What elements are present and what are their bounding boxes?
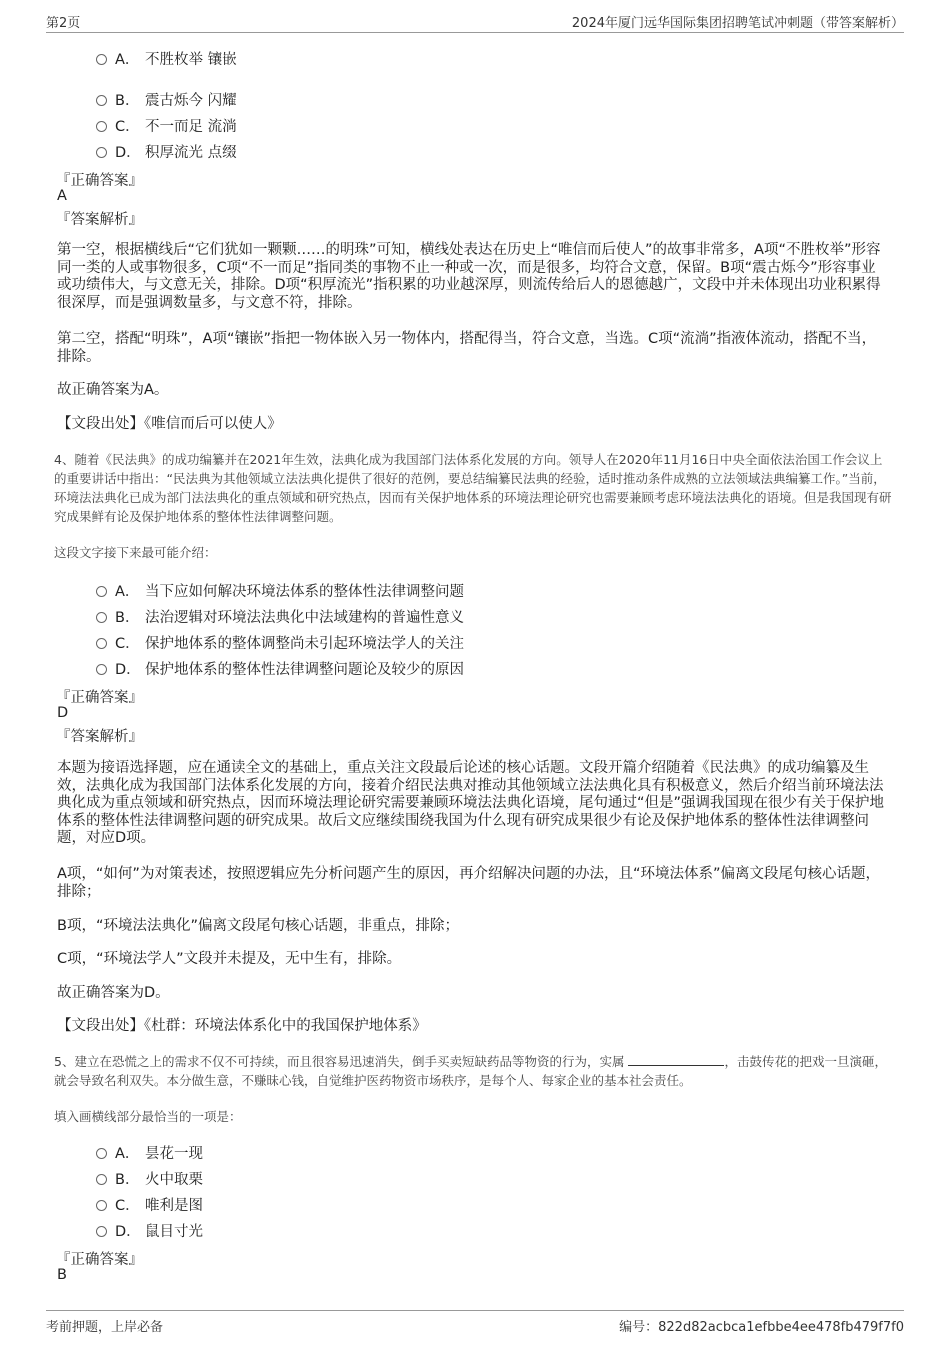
radio-icon[interactable]: [96, 54, 107, 65]
correct-answer-label: 『正确答案』: [56, 690, 143, 706]
question-prompt: 这段文字接下来最可能介绍：: [54, 545, 217, 560]
radio-icon[interactable]: [96, 147, 107, 158]
correct-answer-label: 『正确答案』: [56, 173, 143, 189]
page-footer: [46, 1310, 904, 1335]
radio-icon[interactable]: [96, 586, 107, 597]
q3-option-d[interactable]: D． 积厚流光 点缀: [96, 141, 237, 161]
radio-icon[interactable]: [96, 1200, 107, 1211]
radio-icon[interactable]: [96, 612, 107, 623]
correct-answer: B: [57, 1267, 67, 1283]
q3-option-b[interactable]: B． 震古烁今 闪耀: [96, 89, 237, 109]
question-stem: 5、建立在恐慌之上的需求不仅不可持续，而且很容易迅速消失，倒手买卖短缺药品等物资的行为，实属 ，击鼓传花的把戏一旦演砸，就会导致名利双失。本分做生意，不赚昧心钱，自觉维护医药物资市场秩序，是每个人、每家企业的基本社会责任。: [54, 1054, 887, 1088]
analysis-conclusion: 故正确答案为A。: [57, 382, 169, 398]
radio-icon[interactable]: [96, 95, 107, 106]
fill-in-blank: [628, 1053, 724, 1066]
analysis-paragraph: 第二空，搭配“明珠”，A项“镶嵌”指把一物体嵌入另一物体内，搭配得当，符合文意，当选。C项“流淌”指液体流动，搭配不当，排除。: [57, 331, 877, 365]
radio-icon[interactable]: [96, 664, 107, 675]
q5-option-d[interactable]: D． 鼠目寸光: [96, 1220, 203, 1240]
q5-option-b[interactable]: B． 火中取栗: [96, 1168, 203, 1188]
page-number: 第2页: [46, 16, 81, 31]
correct-answer-label: 『正确答案』: [56, 1252, 143, 1268]
source-citation: 【文段出处】《杜群：环境法体系化中的我国保护地体系》: [57, 1018, 427, 1034]
question-stem: 4、随着《民法典》的成功编纂并在2021年生效，法典化成为我国部门法体系化发展的方向。领导人在2020年11月16日中央全面依法治国工作会议上的重要讲话中指出：“民法典为其他领域立法法典化提供了很好的范例，要总结编纂民法典的经验，适时推动条件成熟的立法领域法典编纂工作。”当前，环境法法典化已成为部门法法典化的重点领域和研究热点，因而有关保护地体系的环境法理论研究也需要兼顾考虑环境法法典化的语境。但是我国现有研究成果鲜有论及保护地体系的整体性法律调整问题。: [54, 452, 892, 524]
source-citation: 【文段出处】《唯信而后可以使人》: [57, 416, 282, 432]
q4-option-b[interactable]: B． 法治逻辑对环境法法典化中法域建构的普遍性意义: [96, 606, 464, 626]
analysis-paragraph: B项，“环境法法典化”偏离文段尾句核心话题，非重点，排除；: [57, 918, 459, 934]
q4-option-a[interactable]: A． 当下应如何解决环境法体系的整体性法律调整问题: [96, 580, 464, 600]
correct-answer: D: [57, 705, 69, 721]
radio-icon[interactable]: [96, 638, 107, 649]
analysis-label: 『答案解析』: [56, 212, 143, 228]
q5-option-a[interactable]: A． 昙花一现: [96, 1142, 203, 1162]
analysis-paragraph: A项，“如何”为对策表述，按照逻辑应先分析问题产生的原因，再介绍解决问题的办法，且“环境法体系”偏离文段尾句核心话题，排除；: [57, 866, 880, 900]
radio-icon[interactable]: [96, 1174, 107, 1185]
analysis-label: 『答案解析』: [56, 729, 143, 745]
question-prompt: 填入画横线部分最恰当的一项是：: [54, 1109, 242, 1124]
page-header: [46, 12, 904, 33]
radio-icon[interactable]: [96, 121, 107, 132]
radio-icon[interactable]: [96, 1226, 107, 1237]
analysis-conclusion: 故正确答案为D。: [57, 985, 170, 1001]
document-id: 编号：822d82acbca1efbbe4ee478fb479f7f0: [619, 1320, 904, 1335]
analysis-paragraph: 本题为接语选择题，应在通读全文的基础上，重点关注文段最后论述的核心话题。文段开篇介绍随着《民法典》的成功编纂及生效，法典化成为我国部门法体系化发展的方向，接着介绍民法典对推动其他领域立法法典化具有积极意义，然后介绍当前环境法法典化成为重点领域和研究热点，因而环境法理论研究需要兼顾环境法法典化语境，尾句通过“但是”强调我国现在很少有关于保护地体系的整体性法律调整问题的研究成果。故后文应继续围绕我国为什么现有研究成果很少有论及保护地体系的整体性法律调整问题，对应D项。: [57, 760, 885, 846]
radio-icon[interactable]: [96, 1148, 107, 1159]
q4-option-c[interactable]: C． 保护地体系的整体调整尚未引起环境法学人的关注: [96, 632, 464, 652]
analysis-paragraph: 第一空，根据横线后“它们犹如一颗颗……的明珠”可知，横线处表达在历史上“唯信而后使人”的故事非常多，A项“不胜枚举”形容同一类的人或事物很多，C项“不一而足”指同类的事物不止一种或一次，而是很多，均符合文意，保留。B项“震古烁今”形容事业或功绩伟大，与文意无关，排除。D项“积厚流光”指积累的功业越深厚，则流传给后人的恩德越广，文段中并未体现出功业积累得很深厚，而是强调数量多，与文意不符，排除。: [57, 242, 881, 311]
footer-slogan: 考前押题，上岸必备: [46, 1320, 164, 1335]
document-title: 2024年厦门远华国际集团招聘笔试冲刺题（带答案解析）: [571, 16, 904, 31]
q3-option-c[interactable]: C． 不一而足 流淌: [96, 115, 237, 135]
q3-option-a[interactable]: A． 不胜枚举 镶嵌: [96, 48, 237, 68]
q4-option-d[interactable]: D． 保护地体系的整体性法律调整问题论及较少的原因: [96, 658, 464, 678]
analysis-paragraph: C项，“环境法学人”文段并未提及，无中生有，排除。: [57, 951, 402, 967]
correct-answer: A: [57, 188, 67, 204]
q5-option-c[interactable]: C． 唯利是图: [96, 1194, 203, 1214]
